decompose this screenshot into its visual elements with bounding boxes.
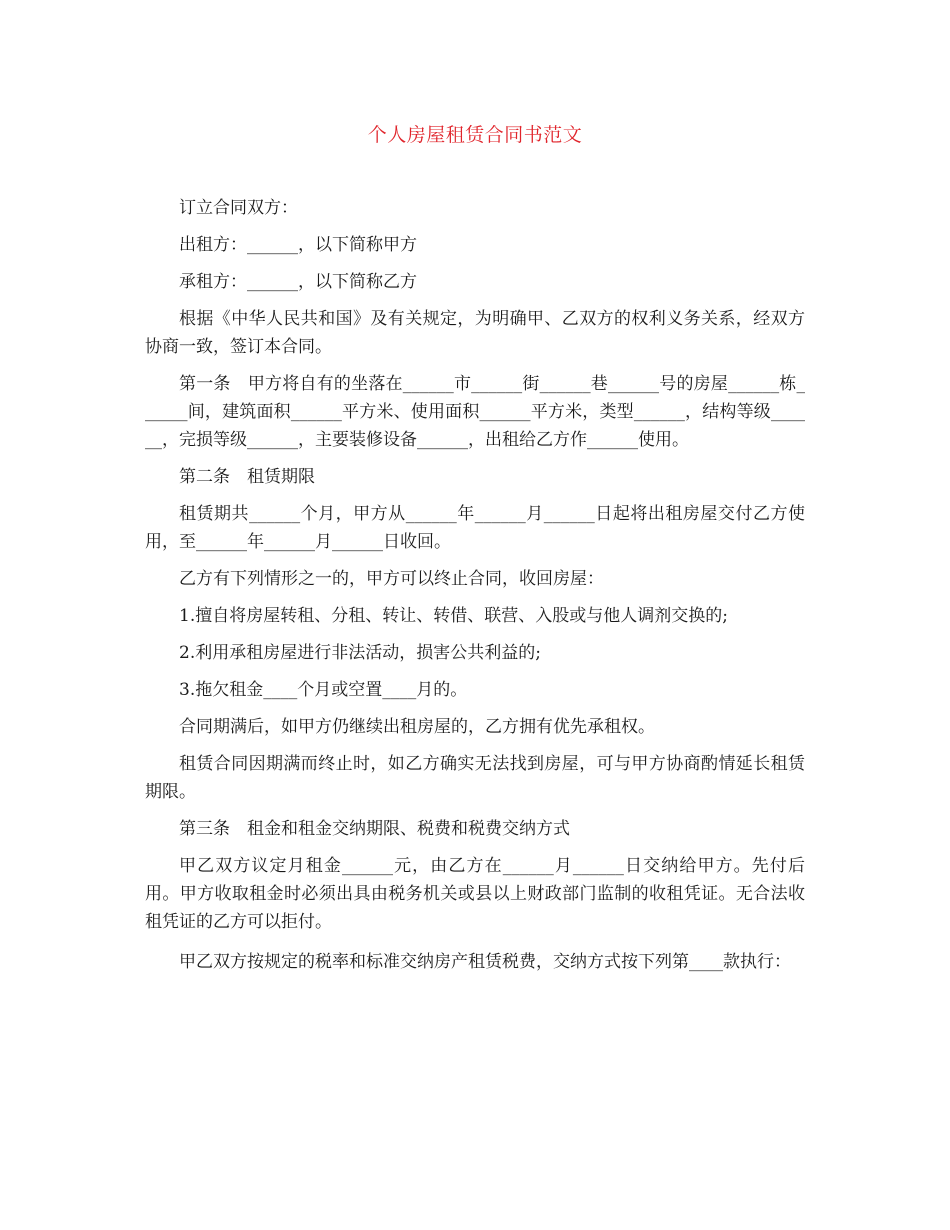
paragraph-termination-item-1: 1.擅自将房屋转租、分租、转让、转借、联营、入股或与他人调剂交换的;: [179, 606, 728, 626]
paragraph-extension: 租赁合同因期满而终止时，如乙方确实无法找到房屋，可与甲方协商酌情延长租赁期限。: [145, 754, 805, 802]
paragraph-article-2-heading: 第二条 租赁期限: [179, 467, 315, 487]
paragraph-termination-item-3: 3.拖欠租金____个月或空置____月的。: [179, 680, 468, 700]
paragraph-article-1: 第一条 甲方将自有的坐落在______市______街______巷______号的房屋______栋______间，建筑面积______平方米、使用面积______平方米，类型______，结构等级______，完损等级______，主要装修设备______，出租给乙方作______使用。: [145, 374, 805, 450]
paragraph-termination-intro: 乙方有下列情形之一的，甲方可以终止合同，收回房屋：: [179, 569, 604, 589]
paragraph-preamble: 根据《中华人民共和国》及有关规定，为明确甲、乙双方的权利义务关系，经双方协商一致，签订本合同。: [145, 309, 805, 357]
paragraph-termination-item-2: 2.利用承租房屋进行非法活动，损害公共利益的;: [179, 643, 541, 663]
paragraph-parties: 订立合同双方：: [179, 198, 298, 218]
paragraph-tax: 甲乙双方按规定的税率和标准交纳房产租赁税费，交纳方式按下列第____款执行：: [179, 952, 791, 972]
document-body: [145, 194, 805, 985]
paragraph-rent: 甲乙双方议定月租金______元，由乙方在______月______日交纳给甲方。先付后用。甲方收取租金时必须出具由税务机关或县以上财政部门监制的收租凭证。无合法收租凭证的乙方可以拒付。: [145, 856, 805, 932]
document-title: 个人房屋租赁合同书范文: [367, 124, 583, 146]
paragraph-lessor: 出租方：______，以下简称甲方: [179, 235, 417, 255]
paragraph-article-3-heading: 第三条 租金和租金交纳期限、税费和税费交纳方式: [179, 819, 570, 839]
paragraph-lease-term: 租赁期共______个月，甲方从______年______月______日起将出租房屋交付乙方使用，至______年______月______日收回。: [145, 504, 805, 552]
paragraph-lessee: 承租方：______，以下简称乙方: [179, 272, 417, 292]
paragraph-priority-right: 合同期满后，如甲方仍继续出租房屋的，乙方拥有优先承租权。: [179, 717, 655, 737]
